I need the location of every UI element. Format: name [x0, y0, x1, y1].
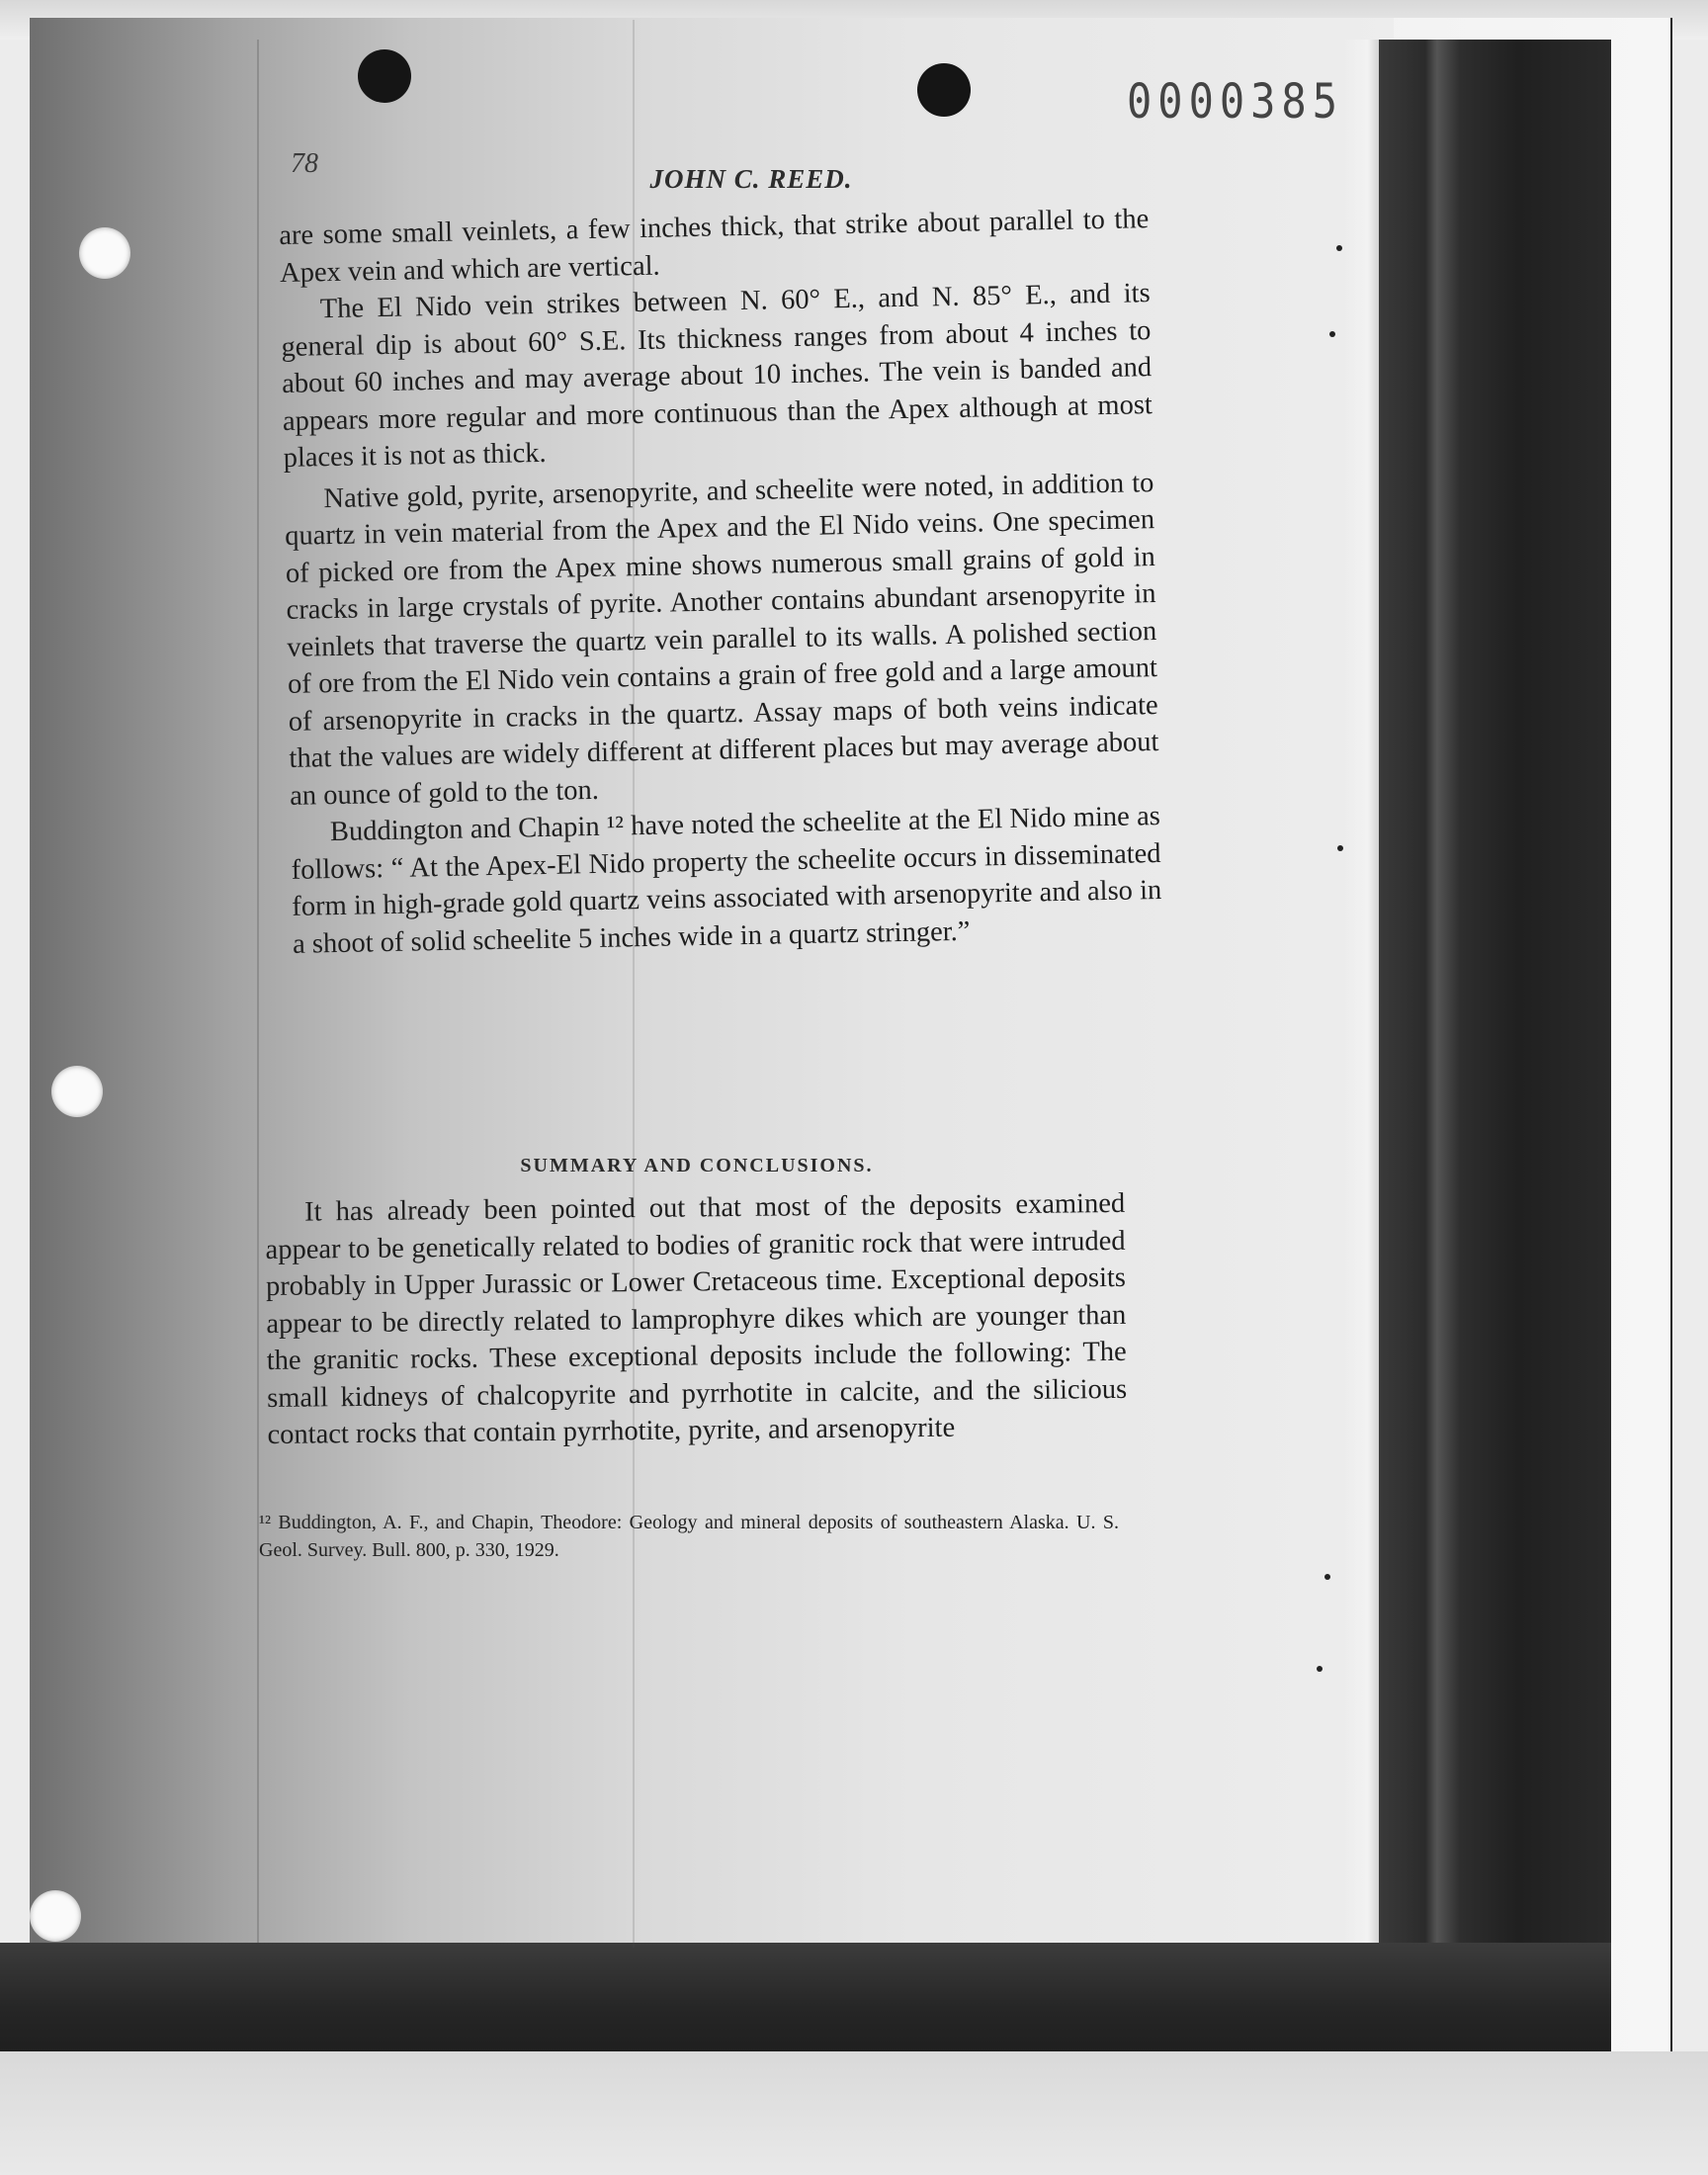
binder-dot	[358, 49, 411, 103]
footnote: ¹² Buddington, A. F., and Chapin, Theodore: Geology and mineral deposits of southeastern Alaska. U. S. Geol. Survey. Bull. 800, p. 330, 1929.	[259, 1512, 1119, 1561]
serial-stamp: 0000385	[1127, 73, 1344, 130]
speck	[1317, 1666, 1323, 1672]
speck	[1337, 845, 1343, 851]
page-number: 78	[291, 148, 318, 179]
punch-hole	[79, 227, 130, 279]
punch-hole	[30, 1890, 81, 1942]
section-heading: SUMMARY AND CONCLUSIONS.	[520, 1155, 874, 1176]
dark-scan-border-right	[1379, 40, 1611, 2051]
paragraph: It has already been pointed out that most of the deposits examined appear to be genetically related to bodies of granitic rock that were intruded probably in Upper Jurassic or Lower Cretaceous time. Exceptional deposits appear to be directly related to lamprophyre dikes which are younger than the granitic rocks. These exceptional deposits include the following: The small kidneys of chalcopyrite and pyrrhotite in calcite, and the silicious contact rocks that contain pyrrhotite, pyrite, and arsenopyrite	[265, 1187, 1128, 1450]
summary-text	[265, 1185, 1128, 1454]
punch-hole	[51, 1066, 103, 1117]
paragraph: Native gold, pyrite, arsenopyrite, and scheelite were noted, in addition to quartz in vein material from the Apex and the El Nido veins. One specimen of picked ore from the Apex mine shows numerous small grains of gold in cracks in large crystals of pyrite. Another contains abundant arsenopyrite in veinlets that traverse the quartz vein parallel to its walls. A polished section of ore from the El Nido vein contains a grain of free gold and a large amount of arsenopyrite in cracks in the quartz. Assay maps of both veins indicate that the values are widely different at different places but may average about an ounce of gold to the ton.	[284, 467, 1159, 812]
running-head: JOHN C. REED.	[649, 164, 853, 194]
speck	[1324, 1574, 1330, 1580]
binder-dot	[917, 63, 971, 117]
scanner-background-bottom	[0, 2051, 1708, 2175]
body-text	[279, 201, 1162, 963]
paragraph: The El Nido vein strikes between N. 60° E., and N. 85° E., and its general dip is about 60° S.E. Its thickness ranges from about 4 inches to about 60 inches and may average about 10 inches. The vein is banded and appears more regular and more continuous than the Apex although at most places it is not as thick.	[281, 278, 1153, 474]
dark-scan-border-bottom	[0, 1943, 1611, 2051]
page-fold-line	[257, 40, 259, 1948]
paragraph: are some small veinlets, a few inches thick, that strike about parallel to the Apex vein and which are vertical.	[279, 204, 1150, 289]
paragraph: Buddington and Chapin ¹² have noted the scheelite at the El Nido mine as follows: “ At the Apex-El Nido property the scheelite occurs in disseminated form in high-grade gold quartz veins associated with arsenopyrite and also in a shoot of solid scheelite 5 inches wide in a quartz stringer.”	[291, 800, 1162, 960]
speck	[1336, 245, 1342, 251]
speck	[1329, 331, 1335, 337]
